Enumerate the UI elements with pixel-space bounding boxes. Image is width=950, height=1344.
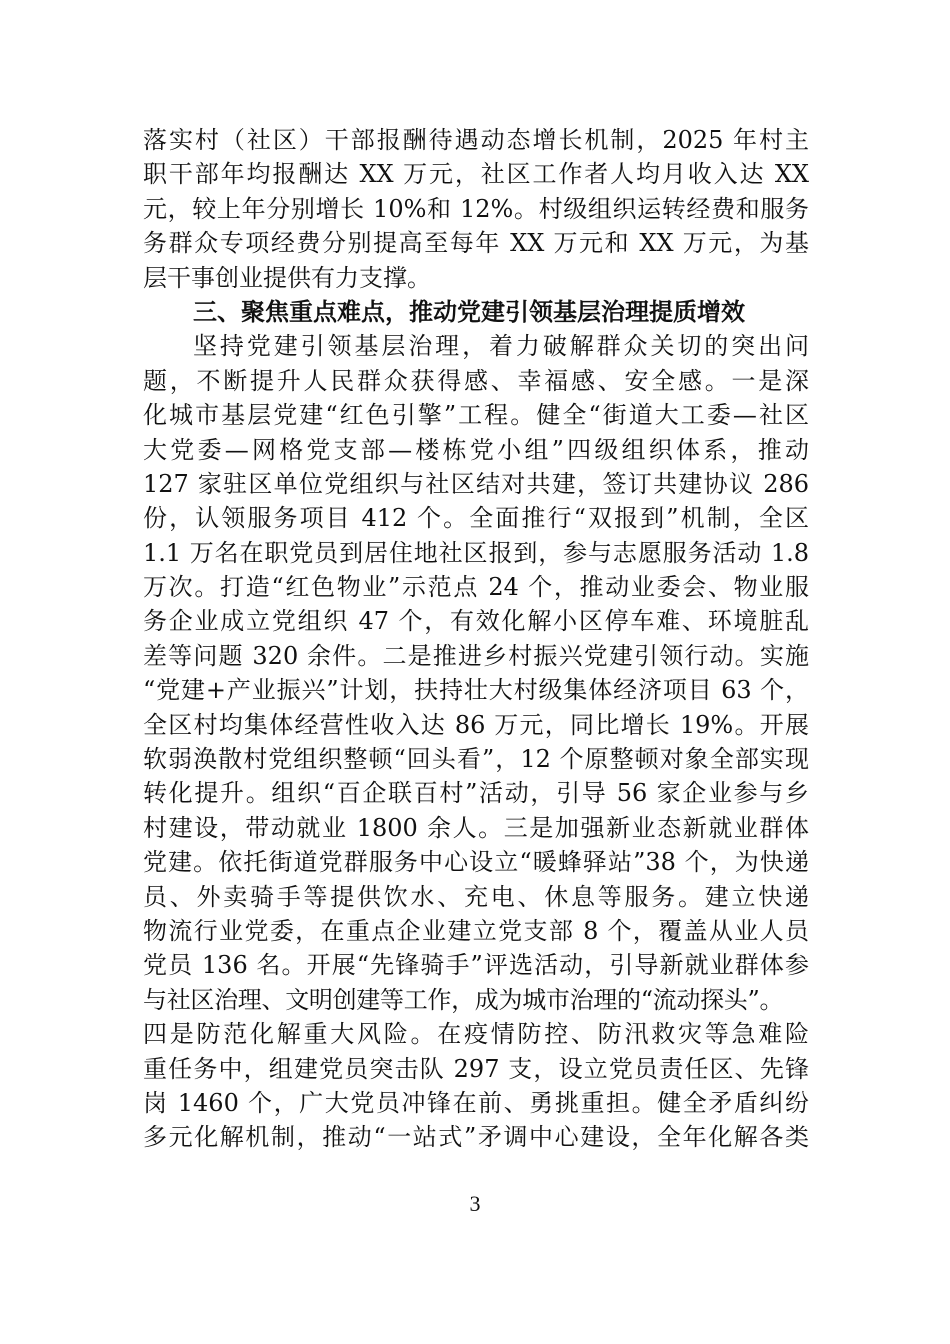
document-body — [143, 123, 809, 1155]
text-line: 大党委—网格党支部—楼栋党小组”四级组织体系，推动 — [143, 435, 809, 464]
text-line: 与社区治理、文明创建等工作，成为城市治理的“流动探头”。 — [143, 985, 784, 1014]
text-line: 全区村均集体经营性收入达 86 万元，同比增长 19%。开展 — [143, 710, 809, 739]
text-line: “党建+产业振兴”计划，扶持壮大村级集体经济项目 63 个， — [143, 676, 809, 705]
text-line: 化城市基层党建“红色引擎”工程。健全“街道大工委—社区 — [143, 401, 809, 430]
text-line: 职干部年均报酬达 XX 万元，社区工作者人均月收入达 XX — [143, 160, 809, 189]
text-line: 坚持党建引领基层治理，着力破解群众关切的突出问 — [193, 332, 809, 361]
text-line: 万次。打造“红色物业”示范点 24 个，推动业委会、物业服 — [143, 573, 809, 602]
text-line: 党员 136 名。开展“先锋骑手”评选活动，引导新就业群体参 — [143, 951, 809, 980]
text-line: 1.1 万名在职党员到居住地社区报到，参与志愿服务活动 1.8 — [143, 538, 809, 567]
text-line: 岗 1460 个，广大党员冲锋在前、勇挑重担。健全矛盾纠纷 — [143, 1088, 809, 1117]
text-line: 层干事创业提供有力支撑。 — [143, 263, 431, 292]
text-line: 党建。依托街道党群服务中心设立“暖蜂驿站”38 个，为快递 — [143, 848, 809, 877]
text-line: 务企业成立党组织 47 个，有效化解小区停车难、环境脏乱 — [143, 607, 809, 636]
text-line: 元，较上年分别增长 10%和 12%。村级组织运转经费和服务 — [143, 194, 809, 223]
text-line: 份，认领服务项目 412 个。全面推行“双报到”机制，全区 — [143, 504, 809, 533]
page-number: 3 — [469, 1191, 481, 1216]
text-line: 转化提升。组织“百企联百村”活动，引导 56 家企业参与乡 — [143, 779, 809, 808]
text-line: 多元化解机制，推动“一站式”矛调中心建设，全年化解各类 — [143, 1123, 809, 1152]
text-line: 员、外卖骑手等提供饮水、充电、休息等服务。建立快递 — [143, 882, 809, 911]
text-line: 差等问题 320 余件。二是推进乡村振兴党建引领行动。实施 — [143, 641, 809, 670]
text-line: 物流行业党委，在重点企业建立党支部 8 个，覆盖从业人员 — [143, 916, 809, 945]
text-line: 重任务中，组建党员突击队 297 支，设立党员责任区、先锋 — [143, 1054, 809, 1083]
text-line: 四是防范化解重大风险。在疫情防控、防汛救灾等急难险 — [143, 1020, 809, 1049]
section-heading: 三、聚焦重点难点，推动党建引领基层治理提质增效 — [193, 296, 745, 326]
text-line: 软弱涣散村党组织整顿“回头看”，12 个原整顿对象全部实现 — [143, 745, 809, 774]
text-line: 题，不断提升人民群众获得感、幸福感、安全感。一是深 — [143, 366, 809, 395]
text-line: 村建设，带动就业 1800 余人。三是加强新业态新就业群体 — [143, 813, 809, 842]
text-line: 127 家驻区单位党组织与社区结对共建，签订共建协议 286 — [143, 469, 809, 498]
text-line: 务群众专项经费分别提高至每年 XX 万元和 XX 万元，为基 — [143, 229, 809, 258]
text-line: 落实村（社区）干部报酬待遇动态增长机制，2025 年村主 — [143, 126, 809, 154]
